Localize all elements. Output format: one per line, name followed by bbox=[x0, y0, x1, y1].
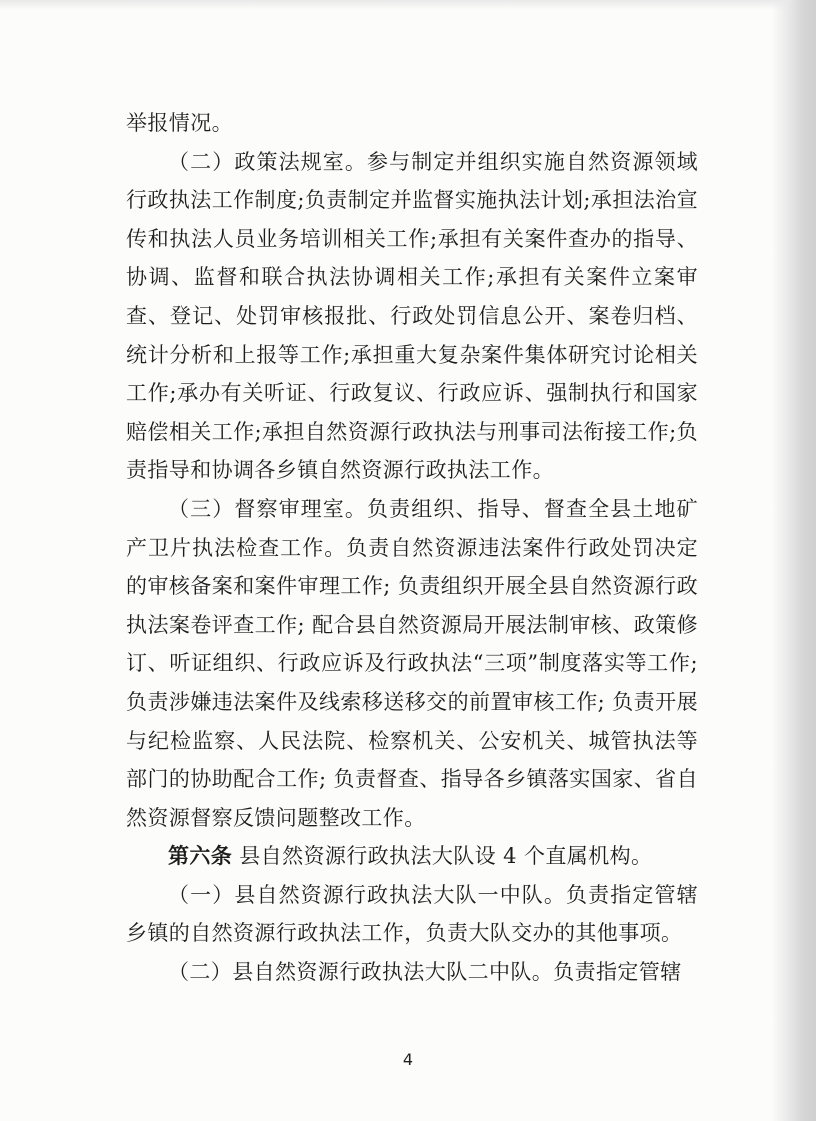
paragraph-policy-regulation-office: （二）政策法规室。参与制定并组织实施自然资源领域行政执法工作制度;负责制定并监督实施执法计划;承担法治宣传和执法人员业务培训相关工作;承担有关案件查办的指导、协调、监督和联合执法协调相关工作;承担有关案件立案审查、登记、处罚审核报批、行政处罚信息公开、案卷归档、统计分析和上报等工作;承担重大复杂案件集体研究讨论相关工作;承办有关听证、行政复议、行政应诉、强制执行和国家赔偿相关工作;承担自然资源行政执法与刑事司法衔接工作;负责指导和协调各乡镇自然资源行政执法工作。 bbox=[126, 149, 698, 483]
paragraph-first-squadron: （一）县自然资源行政执法大队一中队。负责指定管辖乡镇的自然资源行政执法工作，负责大队交办的其他事项。 bbox=[126, 882, 698, 946]
paragraph-continuation: 举报情况。 bbox=[126, 111, 233, 135]
document-body bbox=[126, 104, 698, 992]
article-label: 第六条 bbox=[168, 844, 233, 869]
scan-shadow-top bbox=[0, 0, 816, 10]
article-text: 县自然资源行政执法大队设 4 个直属机构。 bbox=[232, 844, 653, 869]
scan-shadow-right bbox=[772, 0, 816, 1121]
page-number: 4 bbox=[402, 1050, 414, 1069]
paragraph-second-squadron: （二）县自然资源行政执法大队二中队。负责指定管辖 bbox=[168, 960, 682, 985]
paragraph-supervision-review-office: （三）督察审理室。负责组织、指导、督查全县土地矿产卫片执法检查工作。负责自然资源违法案件行政处罚决定的审核备案和案件审理工作; 负责组织开展全县自然资源行政执法案卷评查工作; 配合县自然资源局开展法制审核、政策修订、听证组织、行政应诉及行政执法“三项”制度落实等工作; 负责涉嫌违法案件及线索移送移交的前置审核工作; 负责开展与纪检监察、人民法院、检察机关、公安机关、城管执法等部门的协助配合工作; 负责督查、指导各乡镇落实国家、省自然资源督察反馈问题整改工作。 bbox=[126, 496, 698, 830]
article-six bbox=[126, 837, 698, 876]
